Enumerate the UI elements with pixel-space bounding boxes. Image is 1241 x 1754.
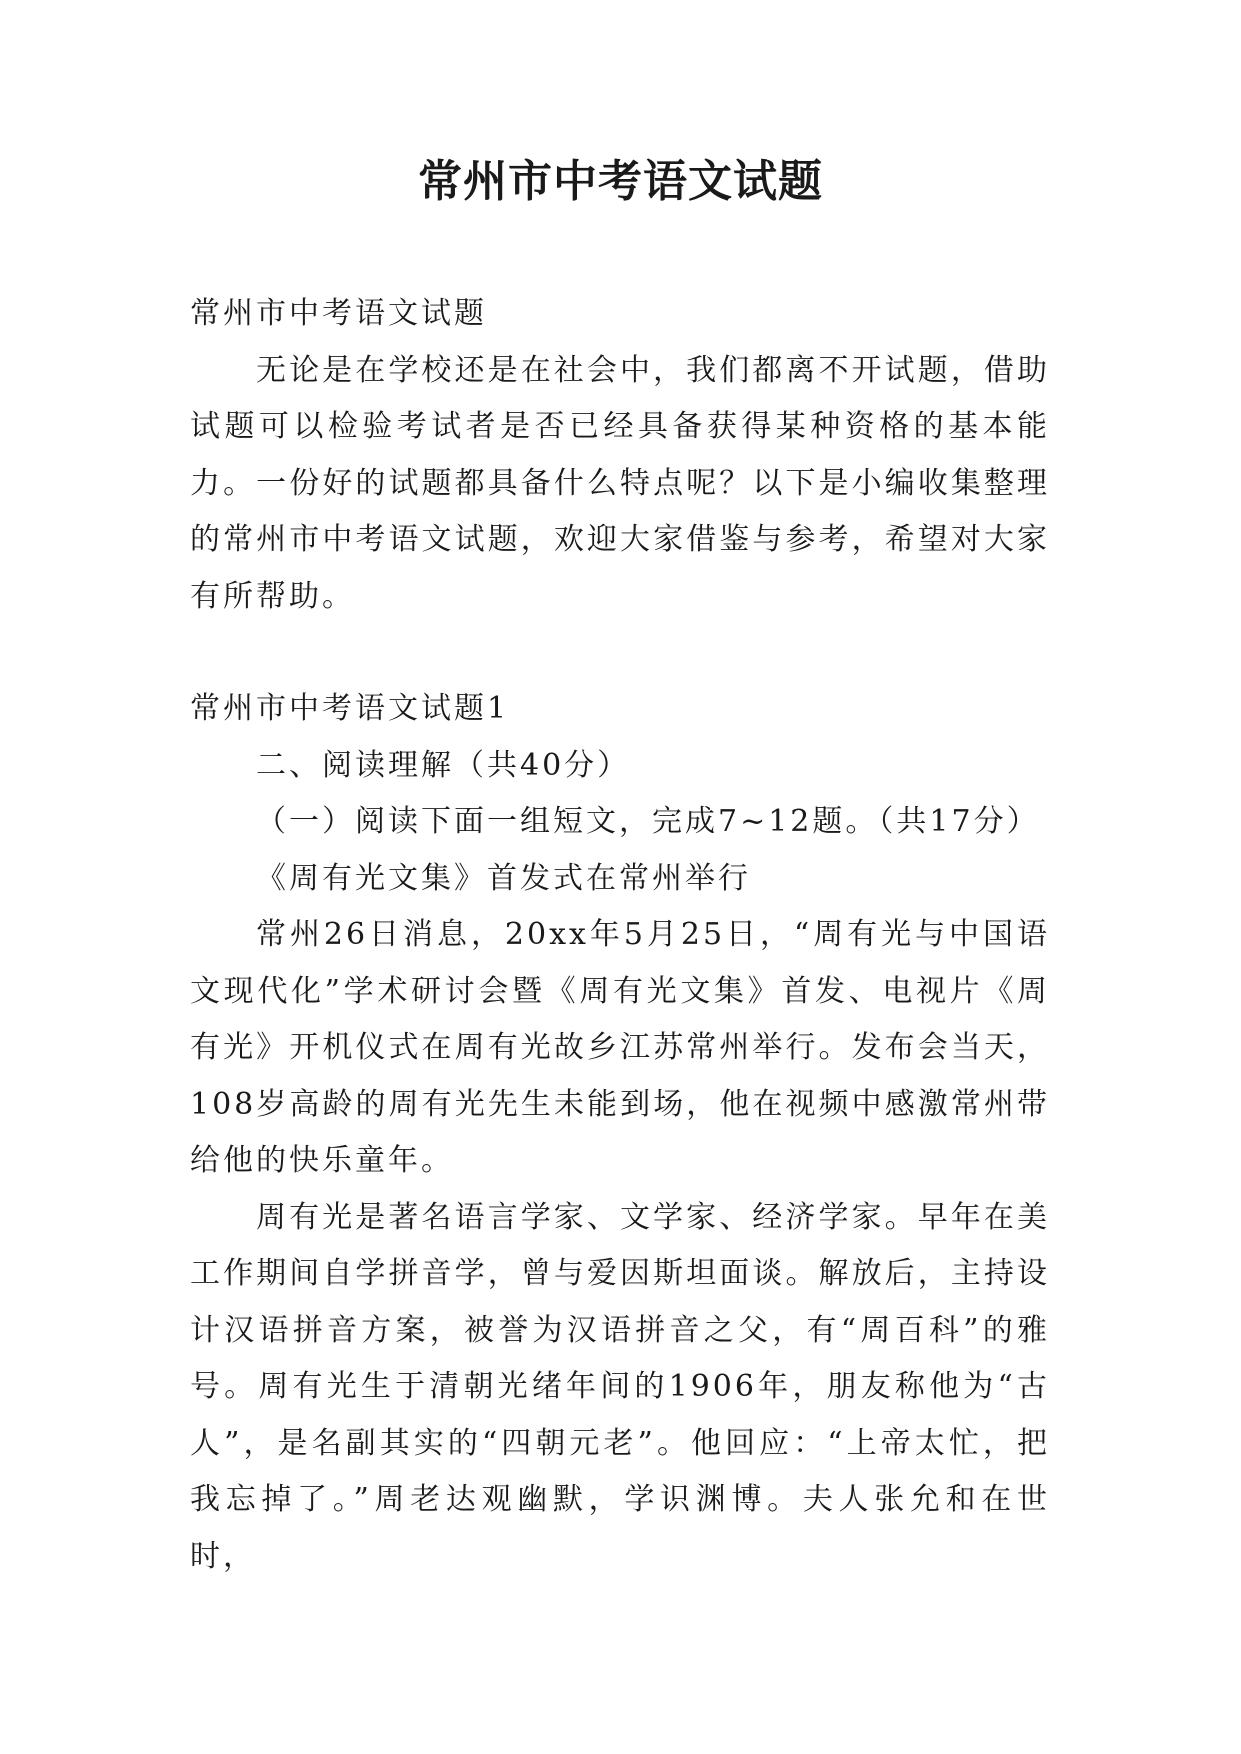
document-title: 常州市中考语文试题 xyxy=(418,156,823,207)
section-heading: 常州市中考语文试题 xyxy=(190,296,487,331)
part-heading: 二、阅读理解（共40分） xyxy=(256,747,631,783)
article-title: 《周有光文集》首发式在常州举行 xyxy=(256,860,751,896)
exam-heading: 常州市中考语文试题1 xyxy=(190,691,510,726)
article-paragraph: 常州26日消息，20xx年5月25日，“周有光与中国语文现代化”学术研讨会暨《周有光文集》首发、电视片《周有光》开机仪式在周有光故乡江苏常州举行。发布会当天，108岁高龄的周有光先生未能到场，他在视频中感激常州带给他的快乐童年。 xyxy=(190,917,1050,1178)
question-instruction: （一）阅读下面一组短文，完成7~12题。（共17分） xyxy=(256,804,1040,839)
intro-paragraph: 无论是在学校还是在社会中，我们都离不开试题，借助试题可以检验考试者是否已经具备获得某种资格的基本能力。一份好的试题都具备什么特点呢？以下是小编收集整理的常州市中考语文试题，欢迎大家借鉴与参考，希望对大家有所帮助。 xyxy=(190,352,1050,614)
article-paragraph: 周有光是著名语言学家、文学家、经济学家。早年在美工作期间自学拼音学，曾与爱因斯坦面谈。解放后，主持设计汉语拼音方案，被誉为汉语拼音之父，有“周百科”的雅号。周有光生于清朝光绪年间的1906年，朋友称他为“古人”，是名副其实的“四朝元老”。他回应：“上帝太忙，把我忘掉了。”周老达观幽默，学识渊博。夫人张允和在世时， xyxy=(190,1199,1050,1574)
document-body xyxy=(190,286,1050,1585)
